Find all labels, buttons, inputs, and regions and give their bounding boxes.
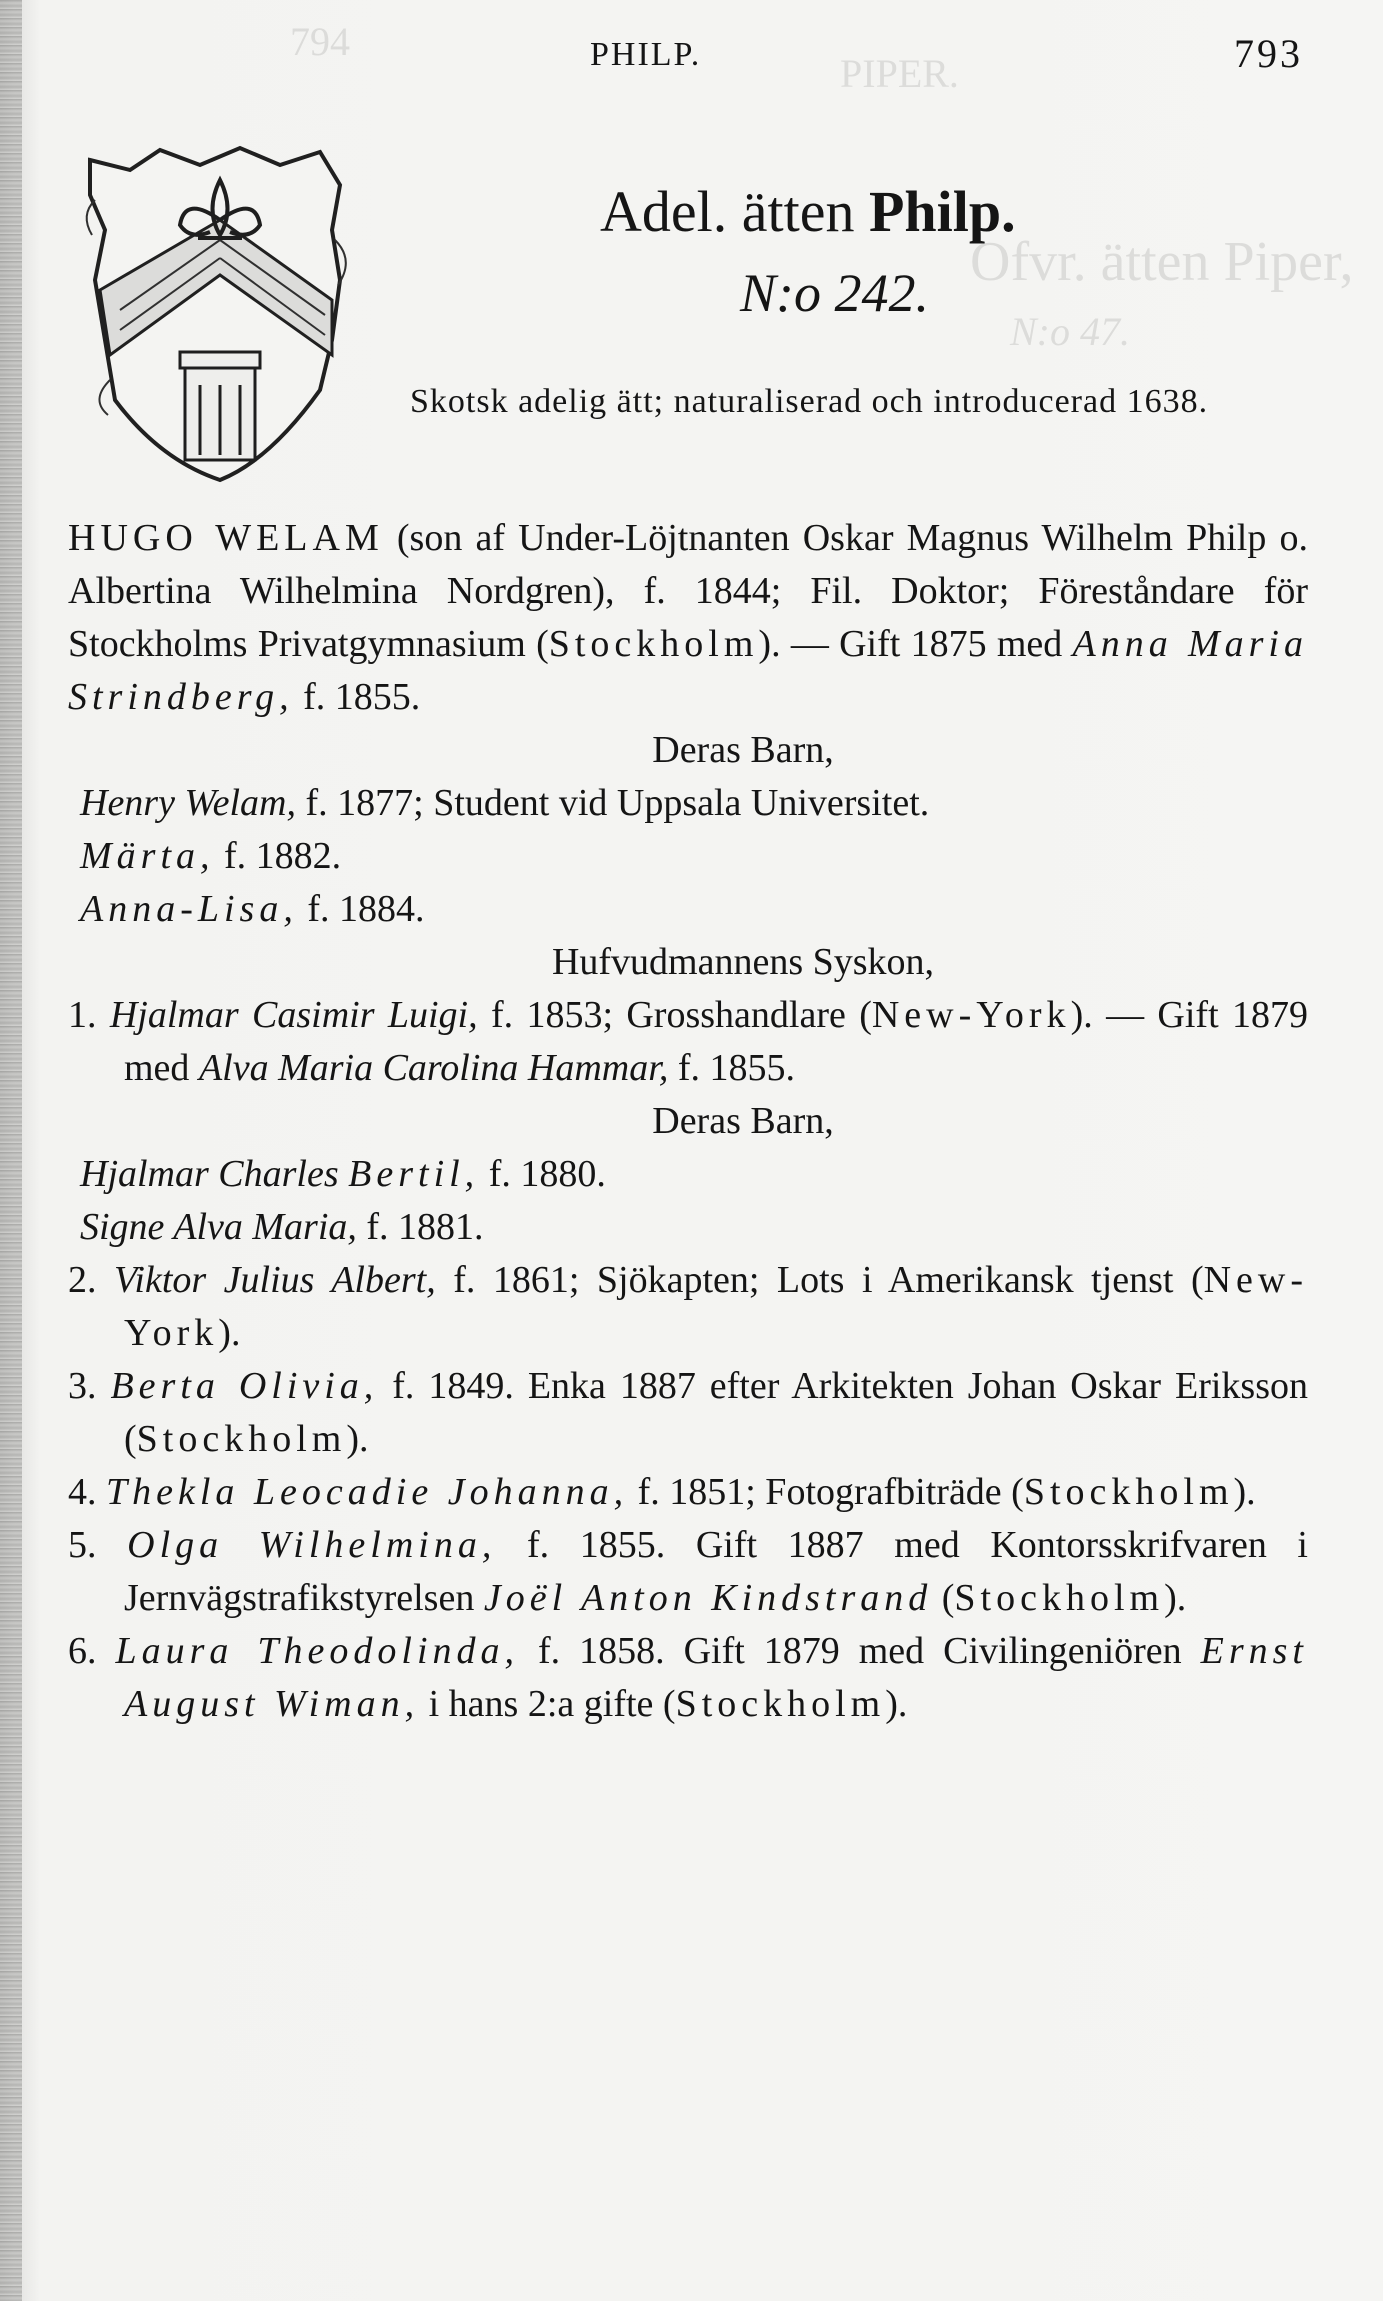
- sibling-city: New-York: [871, 994, 1071, 1036]
- sibling-number: 6.: [68, 1630, 97, 1672]
- sibling-city: Stockholm: [136, 1418, 347, 1460]
- sibling-details: f. 1851; Fotografbiträde (: [628, 1471, 1024, 1513]
- bleed-through-page-number: 794: [290, 19, 350, 64]
- spouse-birth: f. 1855.: [668, 1047, 795, 1089]
- sibling-end: ).: [346, 1418, 369, 1460]
- sibling-name: Viktor Julius Albert,: [114, 1259, 436, 1301]
- family-name: Philp.: [868, 179, 1016, 244]
- child-name: Hjalmar Charles: [80, 1153, 349, 1195]
- running-head: PHILP.: [590, 36, 702, 73]
- sibling-number: 5.: [68, 1524, 97, 1566]
- family-title: [600, 178, 1016, 245]
- child-entry: [68, 830, 1308, 883]
- coat-of-arms-icon: [70, 140, 370, 490]
- sibling-paren: (: [932, 1577, 955, 1619]
- child-name: Henry Welam,: [80, 782, 296, 824]
- sibling-name: Berta Olivia,: [110, 1365, 379, 1407]
- sibling-entry: [68, 1466, 1308, 1519]
- sibling-number: 2.: [68, 1259, 97, 1301]
- head-wife-birth: f. 1855.: [293, 676, 421, 718]
- sibling-details: f. 1855. Gift 1887 med Kontorsskrifvaren i Jernvägstrafikstyrelsen: [124, 1524, 1308, 1619]
- sibling-details: f. 1849. Enka 1887 efter Arkitekten Johan Oskar Eriksson (: [124, 1365, 1308, 1460]
- child-name: Anna-Lisa,: [80, 888, 298, 930]
- sibling-entry: [68, 1519, 1308, 1625]
- child-call-name: Bertil,: [348, 1153, 480, 1195]
- book-spine-shadow: [0, 0, 22, 2301]
- child-details: f. 1880.: [479, 1153, 606, 1195]
- bleed-through-running-head: PIPER.: [840, 51, 959, 96]
- sibling-entry: [68, 989, 1308, 1095]
- sibling-details: f. 1861; Sjökapten; Lots i Amerikansk tjenst (: [435, 1259, 1204, 1301]
- sibling-entry: [68, 1254, 1308, 1360]
- genealogy-entries: [68, 512, 1308, 1731]
- sibling-number: 3.: [68, 1365, 97, 1407]
- family-number: N:o 242.: [740, 263, 929, 323]
- child-entry: [68, 1201, 1308, 1254]
- family-origin: Skotsk adelig ätt; naturaliserad och introducerad 1638.: [410, 383, 1209, 420]
- sibling-city: Stockholm: [954, 1577, 1165, 1619]
- page-number: 793: [1234, 31, 1303, 76]
- sibling-details: f. 1858. Gift 1879 med Civilingeniören: [519, 1630, 1201, 1672]
- child-details: f. 1882.: [214, 835, 342, 877]
- spouse-name: Joël Anton Kindstrand: [483, 1577, 933, 1619]
- sibling-name: Thekla Leocadie Johanna,: [106, 1471, 629, 1513]
- title-prefix: Adel. ätten: [600, 179, 869, 244]
- child-entry: [68, 777, 1308, 830]
- head-marriage: ). — Gift 1875 med: [758, 623, 1073, 665]
- head-wife-name: Anna Maria Strindberg,: [68, 623, 1308, 718]
- children-heading: Deras Barn,: [652, 1100, 834, 1142]
- head-of-family-entry: [68, 512, 1308, 724]
- child-entry: [68, 883, 1308, 936]
- spouse-name: Alva Maria Carolina Hammar,: [198, 1047, 669, 1089]
- sibling-entry: [68, 1360, 1308, 1466]
- sibling-end: ).: [885, 1683, 908, 1725]
- sibling-end: ).: [1164, 1577, 1187, 1619]
- sibling-city: Stockholm: [675, 1683, 886, 1725]
- sibling-end: ).: [1233, 1471, 1256, 1513]
- child-details: f. 1884.: [297, 888, 425, 930]
- sibling-name: Olga Wilhelmina,: [127, 1524, 497, 1566]
- sibling-city: New-York: [124, 1259, 1309, 1354]
- sibling-city: Stockholm: [1023, 1471, 1234, 1513]
- sibling-details: f. 1853; Grosshandlare (: [477, 994, 872, 1036]
- sibling-marriage-note: i hans 2:a gifte (: [419, 1683, 676, 1725]
- sibling-name: Laura Theodolinda,: [115, 1630, 519, 1672]
- sibling-end: ).: [218, 1312, 241, 1354]
- sibling-number: 4.: [68, 1471, 97, 1513]
- child-details: f. 1877; Student vid Uppsala Universitet.: [296, 782, 930, 824]
- sibling-marriage: ). — Gift 1879 med: [124, 994, 1308, 1089]
- sibling-name: Hjalmar Casimir Luigi,: [109, 994, 478, 1036]
- bleed-through-number: N:o 47.: [1010, 309, 1130, 354]
- head-name: HUGO WELAM: [68, 517, 384, 559]
- bleed-through-title: Ofvr. ätten Piper,: [970, 231, 1354, 293]
- sibling-entry: [68, 1625, 1308, 1731]
- siblings-heading: Hufvudmannens Syskon,: [551, 941, 935, 983]
- child-details: f. 1881.: [356, 1206, 484, 1248]
- sibling-number: 1.: [68, 994, 97, 1036]
- head-details: (son af Under-Löjtnanten Oskar Magnus Wilhelm Philp o. Albertina Wilhelmina Nordgren), f. 1844; Fil. Doktor; Föreståndare för Stockholms Privatgymnasium (: [68, 517, 1308, 665]
- spouse-name: Ernst August Wiman,: [124, 1630, 1308, 1725]
- child-name: Signe Alva Maria,: [80, 1206, 357, 1248]
- child-name: Märta,: [80, 835, 215, 877]
- child-entry: [68, 1148, 1308, 1201]
- head-city: Stockholm: [548, 623, 759, 665]
- children-heading: Deras Barn,: [652, 729, 834, 771]
